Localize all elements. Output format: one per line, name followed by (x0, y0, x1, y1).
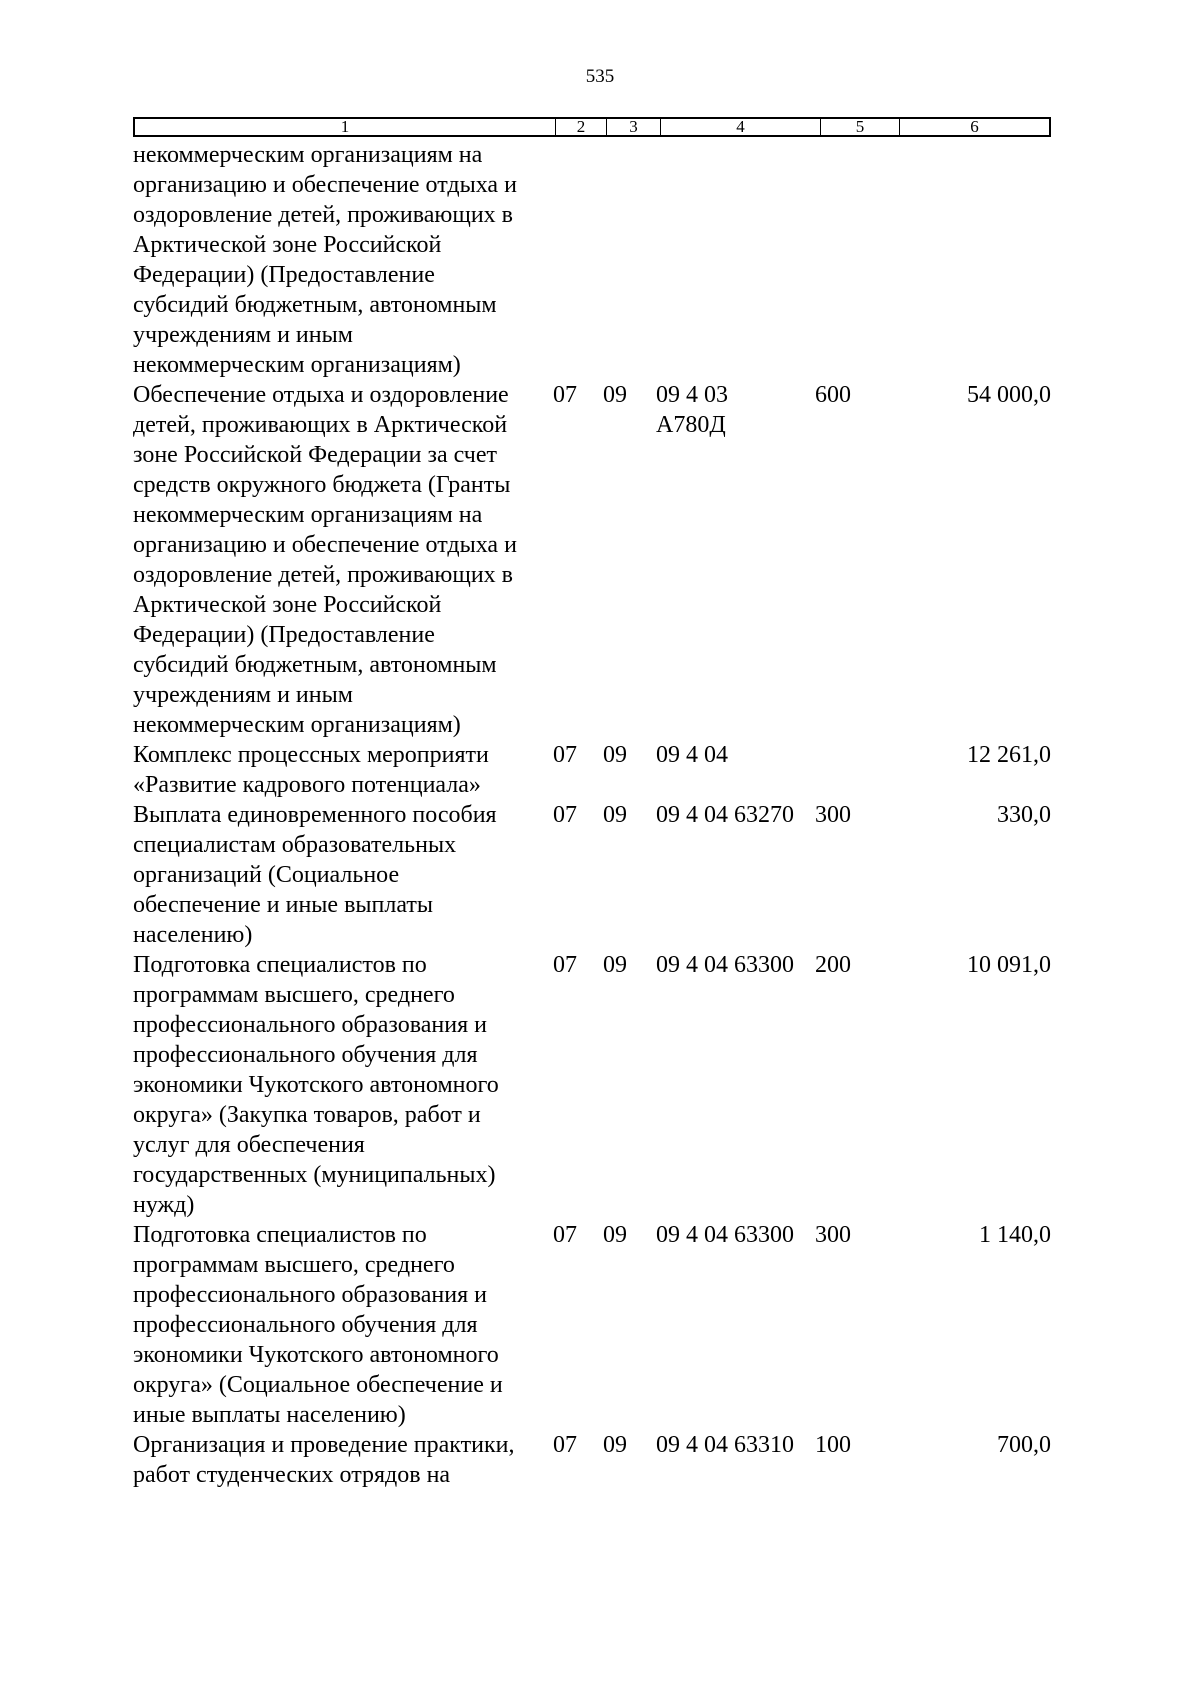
subsection-code: 09 (603, 1222, 627, 1248)
section-code: 07 (553, 1222, 577, 1248)
amount: 700,0 (997, 1432, 1051, 1458)
section-code (553, 140, 603, 380)
row-description: Обеспечение отдыха и оздоровление детей, проживающих в Арктической зоне Российской Федерации за счет средств окружного бюджета (Гранты некоммерческим организациям на организацию и обеспечение отдыха и оздоровление детей, проживающих в Арктической зоне Российской Федерации) (Предоставление субсидий бюджетным, автономным учреждениям и иным некоммерческим организациям) (133, 382, 517, 738)
row-description: Подготовка специалистов по программам высшего, среднего профессионального образования и профессионального обучения для экономики Чукотского автономного округа» (Социальное обеспечение и иные выплаты населению) (133, 1222, 503, 1428)
subsection-code (603, 140, 656, 380)
page-number: 535 (585, 66, 615, 87)
subsection-code: 09 (603, 1432, 627, 1458)
subsection-code: 09 (603, 802, 627, 828)
row-description: Подготовка специалистов по программам высшего, среднего профессионального образования и профессионального обучения для экономики Чукотского автономного округа» (Закупка товаров, работ и услуг для обеспечения государственных (муниципальных) нужд) (133, 952, 499, 1218)
target-article-code: 09 4 03 А780Д (656, 382, 728, 438)
expense-type-code: 600 (815, 382, 851, 408)
section-code: 07 (553, 742, 577, 768)
expense-type-code (815, 740, 893, 800)
subsection-code: 09 (603, 952, 627, 978)
row-description: Комплекс процессных мероприяти «Развитие кадрового потенциала» (133, 742, 489, 798)
table-row (133, 1430, 1051, 1490)
table-row (133, 140, 1051, 380)
table-row (133, 1220, 1051, 1430)
target-article-code (656, 140, 815, 380)
table-row (133, 950, 1051, 1220)
expense-type-code: 300 (815, 1222, 851, 1248)
amount (893, 140, 1051, 380)
section-code: 07 (553, 382, 577, 408)
header-col-1: 1 (135, 119, 556, 135)
header-col-6: 6 (970, 117, 979, 136)
target-article-code: 09 4 04 63300 (656, 1222, 794, 1248)
subsection-code: 09 (603, 382, 627, 408)
amount: 12 261,0 (967, 742, 1051, 768)
target-article-code: 09 4 04 (656, 742, 728, 768)
row-description: некоммерческим организациям на организацию и обеспечение отдыха и оздоровление детей, проживающих в Арктической зоне Российской Федерации) (Предоставление субсидий бюджетным, автономным учреждениям и иным некоммерческим организациям) (133, 142, 517, 378)
header-col-5: 5 (821, 119, 900, 135)
amount: 54 000,0 (967, 382, 1051, 408)
section-code: 07 (553, 1432, 577, 1458)
expense-type-code (815, 140, 893, 380)
target-article-code: 09 4 04 63310 (656, 1432, 794, 1458)
amount: 330,0 (997, 802, 1051, 828)
table-header (133, 117, 1051, 137)
section-code: 07 (553, 802, 577, 828)
subsection-code: 09 (603, 742, 627, 768)
amount: 10 091,0 (967, 952, 1051, 978)
expense-type-code: 300 (815, 802, 851, 828)
row-description: Выплата единовременного пособия специалистам образовательных организаций (Социальное обеспечение и иные выплаты населению) (133, 802, 497, 948)
table-body (133, 140, 1051, 1490)
table-row (133, 380, 1051, 740)
table-row (133, 740, 1051, 800)
header-col-3: 3 (607, 119, 661, 135)
row-description: Организация и проведение практики, работ студенческих отрядов на (133, 1432, 515, 1488)
header-col-2: 2 (556, 119, 607, 135)
expense-type-code: 200 (815, 952, 851, 978)
amount: 1 140,0 (979, 1222, 1051, 1248)
header-col-4: 4 (661, 119, 821, 135)
target-article-code: 09 4 04 63300 (656, 952, 794, 978)
table-row (133, 800, 1051, 950)
target-article-code: 09 4 04 63270 (656, 802, 794, 828)
section-code: 07 (553, 952, 577, 978)
expense-type-code: 100 (815, 1432, 851, 1458)
